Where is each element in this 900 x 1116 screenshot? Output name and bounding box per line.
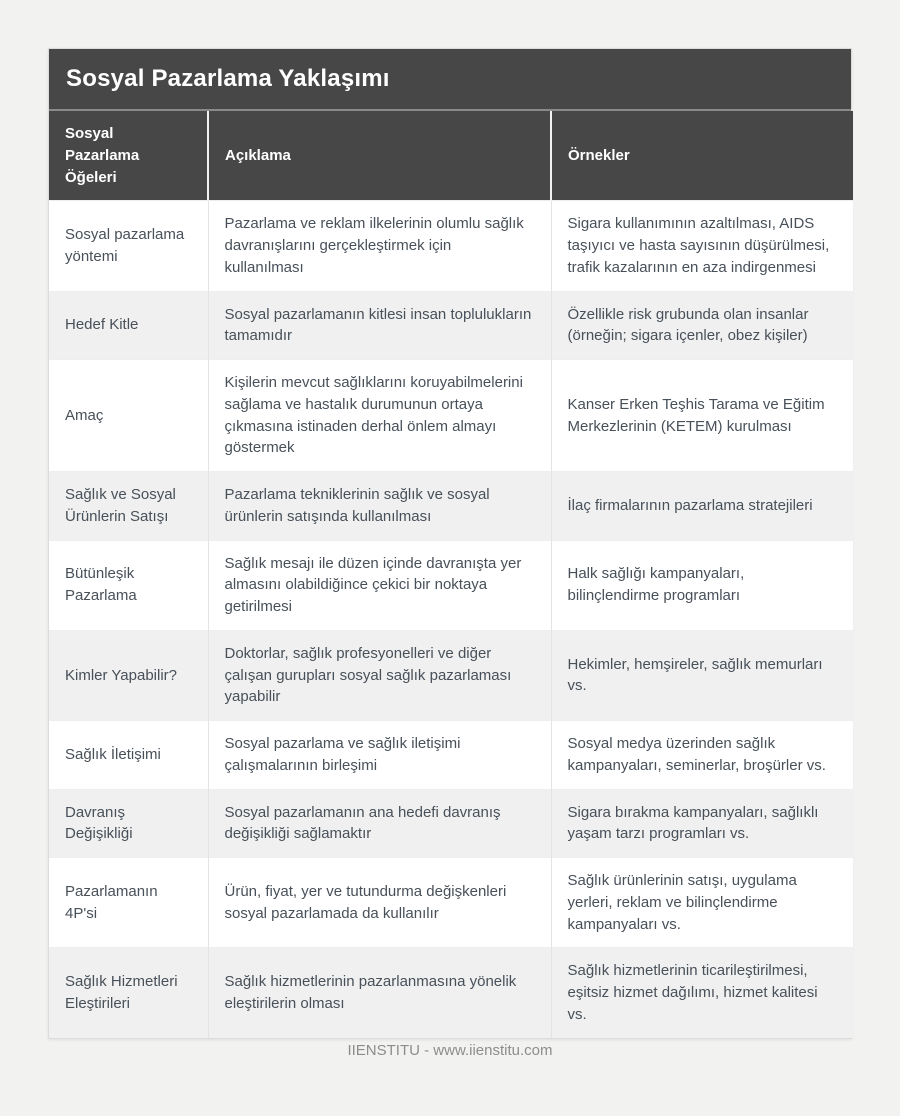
table-title-bar bbox=[49, 49, 851, 111]
table-row bbox=[49, 789, 853, 858]
examples-cell: Özellikle risk grubunda olan insanlar (örneğin; sigara içenler, obez kişiler) bbox=[551, 291, 853, 360]
description-cell: Pazarlama ve reklam ilkelerinin olumlu sağlık davranışlarını gerçekleştirmek için kullanılması bbox=[208, 201, 551, 291]
column-header-elements: Sosyal Pazarlama Öğeleri bbox=[49, 111, 208, 201]
table-row bbox=[49, 291, 853, 360]
table-row bbox=[49, 948, 853, 1038]
table-row bbox=[49, 360, 853, 472]
examples-cell: İlaç firmalarının pazarlama stratejileri bbox=[551, 472, 853, 541]
table-row bbox=[49, 540, 853, 630]
table-row bbox=[49, 472, 853, 541]
table-row bbox=[49, 858, 853, 948]
description-cell: Sağlık hizmetlerinin pazarlanmasına yönelik eleştirilerin olması bbox=[208, 948, 551, 1038]
description-cell: Ürün, fiyat, yer ve tutundurma değişkenleri sosyal pazarlamada da kullanılır bbox=[208, 858, 551, 948]
element-cell: Hedef Kitle bbox=[49, 291, 208, 360]
element-cell: Sağlık İletişimi bbox=[49, 721, 208, 790]
description-cell: Sağlık mesajı ile düzen içinde davranışta yer almasını olabildiğince çekici bir noktaya getirilmesi bbox=[208, 540, 551, 630]
page-title: Sosyal Pazarlama Yaklaşımı bbox=[66, 65, 390, 92]
element-cell: Sağlık ve Sosyal Ürünlerin Satışı bbox=[49, 472, 208, 541]
description-cell: Kişilerin mevcut sağlıklarını koruyabilmelerini sağlama ve hastalık durumunun ortaya çıkmasına istinaden derhal önlem almayı göstermek bbox=[208, 360, 551, 472]
table-body bbox=[49, 201, 853, 1038]
table-header-row bbox=[49, 111, 853, 201]
examples-cell: Sigara bırakma kampanyaları, sağlıklı yaşam tarzı programları vs. bbox=[551, 789, 853, 858]
table-row bbox=[49, 721, 853, 790]
social-marketing-table-card bbox=[48, 48, 852, 1039]
element-cell: Amaç bbox=[49, 360, 208, 472]
element-cell: Davranış Değişikliği bbox=[49, 789, 208, 858]
column-header-examples: Örnekler bbox=[551, 111, 853, 201]
table-row bbox=[49, 630, 853, 720]
description-cell: Sosyal pazarlamanın ana hedefi davranış değişikliği sağlamaktır bbox=[208, 789, 551, 858]
examples-cell: Kanser Erken Teşhis Tarama ve Eğitim Merkezlerinin (KETEM) kurulması bbox=[551, 360, 853, 472]
examples-cell: Hekimler, hemşireler, sağlık memurları vs. bbox=[551, 630, 853, 720]
description-cell: Doktorlar, sağlık profesyonelleri ve diğer çalışan gurupları sosyal sağlık pazarlaması yapabilir bbox=[208, 630, 551, 720]
description-cell: Sosyal pazarlamanın kitlesi insan toplulukların tamamıdır bbox=[208, 291, 551, 360]
examples-cell: Sağlık hizmetlerinin ticarileştirilmesi, eşitsiz hizmet dağılımı, hizmet kalitesi vs. bbox=[551, 948, 853, 1038]
element-cell: Sağlık Hizmetleri Eleştirileri bbox=[49, 948, 208, 1038]
description-cell: Sosyal pazarlama ve sağlık iletişimi çalışmalarının birleşimi bbox=[208, 721, 551, 790]
examples-cell: Sigara kullanımının azaltılması, AIDS taşıyıcı ve hasta sayısının düşürülmesi, trafik kazalarının en aza indirgenmesi bbox=[551, 201, 853, 291]
element-cell: Kimler Yapabilir? bbox=[49, 630, 208, 720]
table-row bbox=[49, 201, 853, 291]
element-cell: Bütünleşik Pazarlama bbox=[49, 540, 208, 630]
examples-cell: Halk sağlığı kampanyaları, bilinçlendirme programları bbox=[551, 540, 853, 630]
element-cell: Pazarlamanın 4P'si bbox=[49, 858, 208, 948]
column-header-description: Açıklama bbox=[208, 111, 551, 201]
examples-cell: Sağlık ürünlerinin satışı, uygulama yerleri, reklam ve bilinçlendirme kampanyaları vs. bbox=[551, 858, 853, 948]
element-cell: Sosyal pazarlama yöntemi bbox=[49, 201, 208, 291]
description-cell: Pazarlama tekniklerinin sağlık ve sosyal ürünlerin satışında kullanılması bbox=[208, 472, 551, 541]
examples-cell: Sosyal medya üzerinden sağlık kampanyaları, seminerlar, broşürler vs. bbox=[551, 721, 853, 790]
social-marketing-table bbox=[49, 111, 853, 1038]
footer-credit: IIENSTITU - www.iienstitu.com bbox=[347, 1042, 553, 1059]
